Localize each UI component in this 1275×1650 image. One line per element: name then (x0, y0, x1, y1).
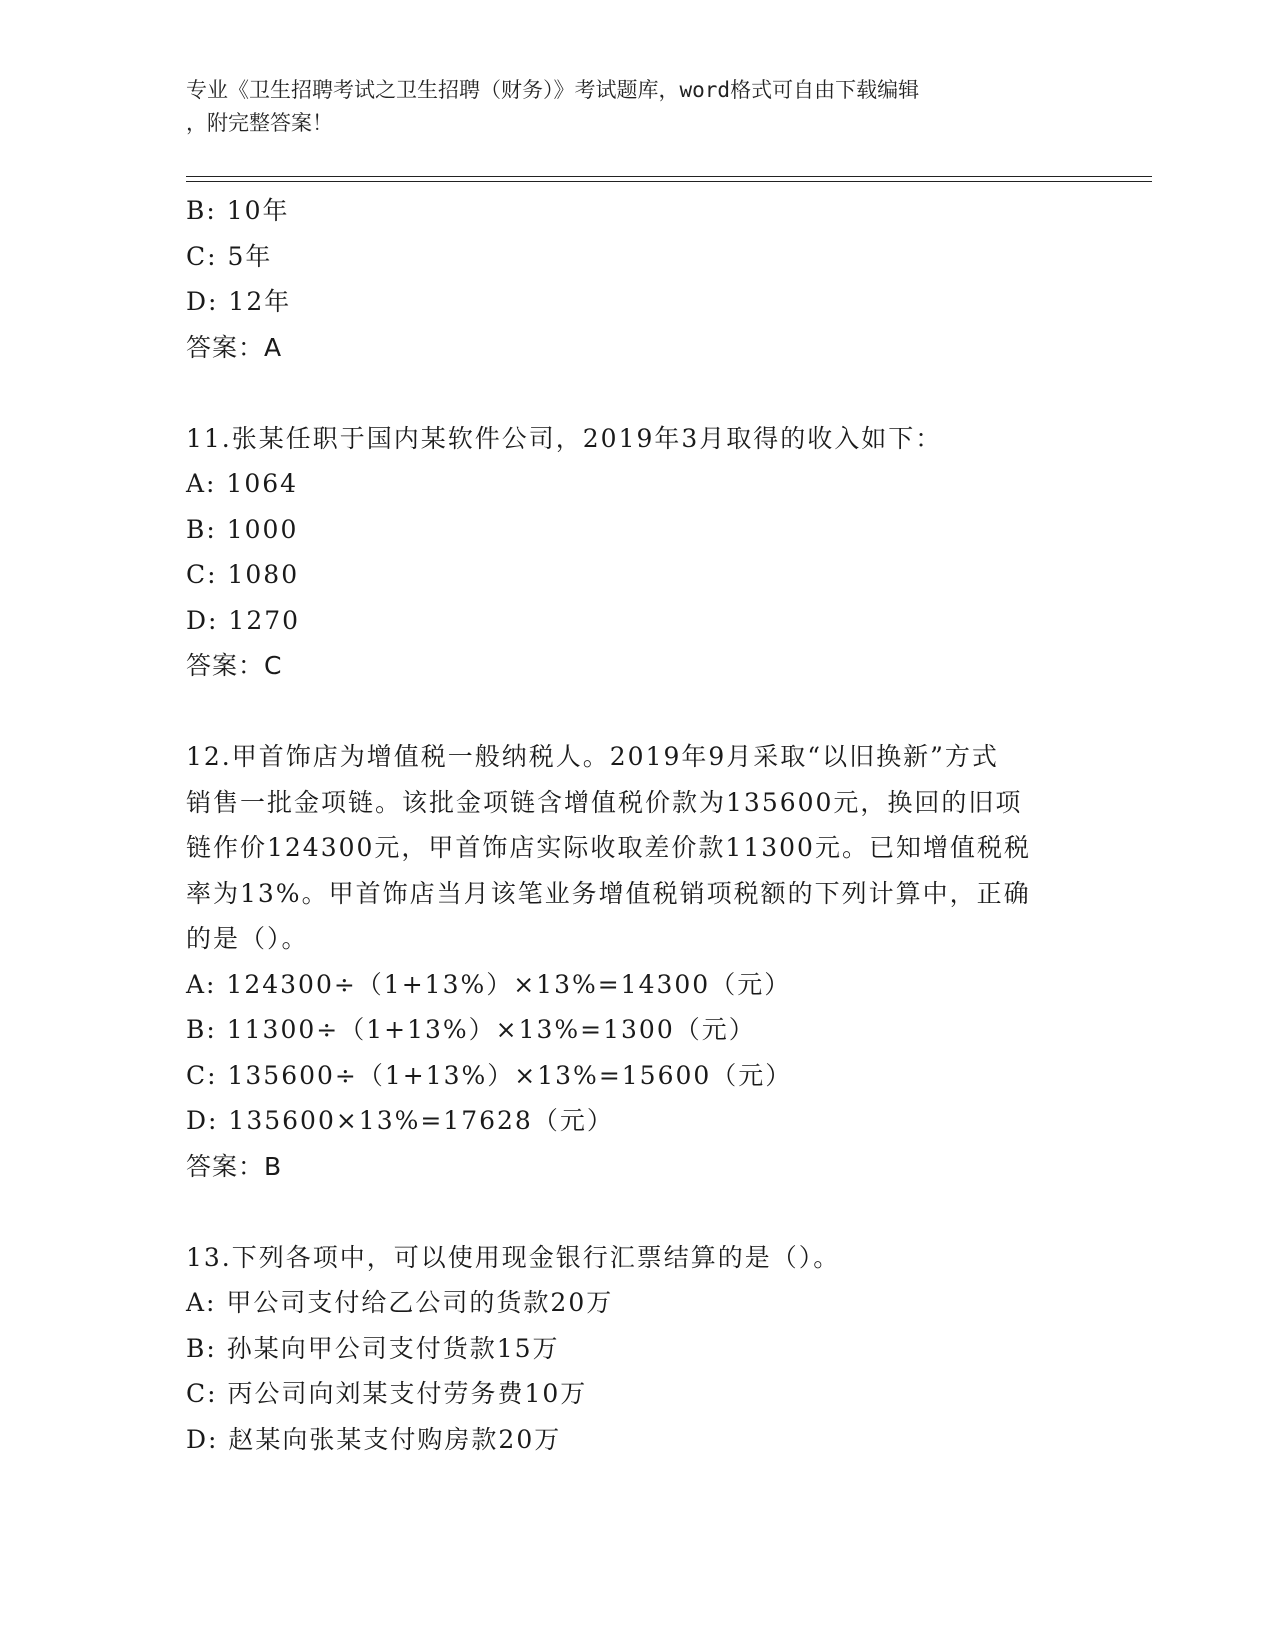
q11-option-c: C: 1080 (186, 560, 300, 589)
q12-option-d: D: 135600×13%=17628（元） (186, 1106, 614, 1135)
q11-option-d: D: 1270 (186, 605, 301, 635)
q12-question-line-3: 链作价124300元，甲首饰店实际收取差价款11300元。已知增值税税 (186, 833, 1031, 862)
q10-option-b: B: 10年 (186, 196, 290, 225)
q11-option-a: A: 1064 (186, 469, 299, 498)
spacer (186, 689, 1086, 735)
q12-option-c: C: 135600÷（1+13%）×13%=15600（元） (186, 1060, 793, 1090)
q11-answer: 答案：C (186, 651, 283, 680)
q13-option-d: D: 赵某向张某支付购房款20万 (186, 1424, 562, 1454)
header-line-2: ，附完整答案！ (186, 111, 333, 135)
question-13 (186, 1235, 1086, 1463)
q12-question-line-5: 的是（）。 (186, 924, 309, 953)
header-line-1: 专业《卫生招聘考试之卫生招聘（财务）》考试题库，word格式可自由下载编辑 (186, 78, 920, 102)
header-rule-top (186, 176, 1152, 177)
q12-option-a: A: 124300÷（1+13%）×13%=14300（元） (186, 969, 792, 999)
spacer (186, 1189, 1086, 1235)
q13-option-b: B: 孙某向甲公司支付货款15万 (186, 1333, 560, 1363)
q11-question: 11.张某任职于国内某软件公司，2019年3月取得的收入如下： (186, 423, 943, 453)
question-11 (186, 416, 1086, 689)
question-12 (186, 734, 1086, 1189)
q12-question-line-4: 率为13%。甲首饰店当月该笔业务增值税销项税额的下列计算中，正确 (186, 878, 1031, 908)
q12-question-line-2: 销售一批金项链。该批金项链含增值税价款为135600元，换回的旧项 (186, 787, 1023, 817)
q10-option-d: D: 12年 (186, 287, 292, 316)
q10-answer: 答案：A (186, 332, 283, 362)
q12-option-b: B: 11300÷（1+13%）×13%=1300（元） (186, 1015, 756, 1044)
spacer (186, 370, 1086, 416)
q12-answer: 答案：B (186, 1151, 283, 1181)
document-header (186, 74, 1086, 140)
header-rule-bottom (186, 181, 1152, 182)
q11-option-b: B: 1000 (186, 514, 299, 544)
q13-option-a: A: 甲公司支付给乙公司的货款20万 (186, 1288, 614, 1317)
q10-option-c: C: 5年 (186, 241, 273, 271)
question-list (186, 188, 1086, 1462)
question-10 (186, 188, 1086, 370)
q13-option-c: C: 丙公司向刘某支付劳务费10万 (186, 1379, 588, 1408)
q13-question: 13.下列各项中，可以使用现金银行汇票结算的是（）。 (186, 1242, 841, 1272)
q12-question-line-1: 12.甲首饰店为增值税一般纳税人。2019年9月采取“以旧换新”方式 (186, 742, 999, 771)
